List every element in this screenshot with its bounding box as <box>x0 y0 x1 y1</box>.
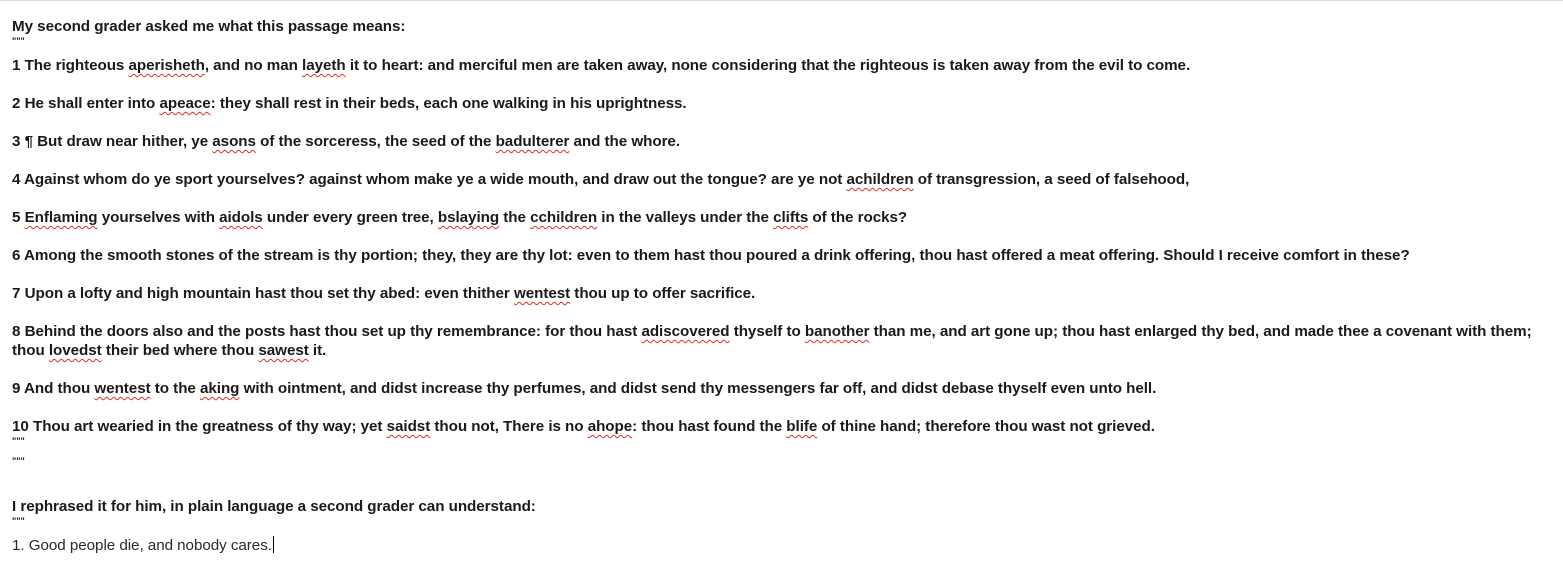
verse-text: 2 He shall enter into <box>12 95 160 112</box>
intro-line: My second grader asked me what this passage means: <box>12 18 406 35</box>
verse-text: their bed where thou <box>101 342 259 359</box>
misspelled-word: wentest <box>94 380 151 397</box>
misspelled-word: blife <box>786 418 818 435</box>
verse-text: yourselves with <box>97 209 220 226</box>
misspelled-word: ahope <box>587 418 633 435</box>
misspelled-word: adiscovered <box>641 323 730 340</box>
verse-text: it to heart: and merciful men are taken away, none considering that the righteous is taken away from the evil to come. <box>345 57 1191 74</box>
misspelled-word: aking <box>199 380 240 397</box>
verse-1 <box>12 56 1557 75</box>
verse-text: of thine hand; therefore thou wast not grieved. <box>817 418 1155 435</box>
misspelled-word: layeth <box>302 57 346 74</box>
misspelled-word: badulterer <box>495 133 570 150</box>
verse-text: , and no man <box>204 57 303 74</box>
text-cursor <box>273 536 274 553</box>
verse-text: thyself to <box>729 323 805 340</box>
verse-text: to the <box>150 380 200 397</box>
misspelled-word: saidst <box>386 418 431 435</box>
verse-text: than me, and art gone up; thou hast enlarged thy bed, and made thee a covenant with them; thou <box>12 323 1532 359</box>
verse-text: 3 ¶ But draw near hither, ye <box>12 133 213 150</box>
verse-3 <box>12 132 1557 151</box>
verse-text: 1 The righteous <box>12 57 129 74</box>
verse-text: thou not, There is no <box>430 418 588 435</box>
verse-text: 7 Upon a lofty and high mountain hast thou set thy abed: even thither <box>12 285 514 302</box>
top-border <box>0 0 1563 1</box>
misspelled-word: cchildren <box>530 209 598 226</box>
verse-text: of the rocks? <box>808 209 908 226</box>
verse-text: in the valleys under the <box>597 209 774 226</box>
verse-10 <box>12 417 1557 436</box>
verse-text: 4 Against whom do ye sport yourselves? against whom make ye a wide mouth, and draw out the tongue? are ye not <box>12 171 847 188</box>
verse-text: the <box>499 209 531 226</box>
verse-8 <box>12 322 1557 360</box>
quote-close-2: """ <box>12 456 25 466</box>
misspelled-word: clifts <box>773 209 809 226</box>
verse-text: : they shall rest in their beds, each one walking in his uprightness. <box>210 95 687 112</box>
misspelled-word: achildren <box>846 171 914 188</box>
quote-open: """ <box>12 36 25 46</box>
verse-text: under every green tree, <box>262 209 438 226</box>
verse-text: of transgression, a seed of falsehood, <box>913 171 1190 188</box>
verse-7 <box>12 284 1557 303</box>
answer-text: 1. Good people die, and nobody cares. <box>12 537 272 554</box>
verse-6 <box>12 246 1557 265</box>
misspelled-word: sawest <box>258 342 309 359</box>
verse-5 <box>12 208 1557 227</box>
quote-close-1: """ <box>12 436 25 446</box>
verse-text: with ointment, and didst increase thy perfumes, and didst send thy messengers far off, and didst debase thyself even unto hell. <box>239 380 1157 397</box>
document-body[interactable] <box>12 17 1557 555</box>
misspelled-word: apeace <box>159 95 211 112</box>
verse-text: thou up to offer sacrifice. <box>570 285 756 302</box>
misspelled-word: asons <box>212 133 256 150</box>
misspelled-word: aidols <box>219 209 263 226</box>
rephrase-intro-line: I rephrased it for him, in plain language a second grader can understand: <box>12 498 536 515</box>
misspelled-word: bslaying <box>437 209 500 226</box>
misspelled-word: wentest <box>513 285 571 302</box>
verse-text: it. <box>308 342 327 359</box>
verse-text: 5 <box>12 209 25 226</box>
verse-text: 8 Behind the doors also and the posts hast thou set up thy remembrance: for thou hast <box>12 323 642 340</box>
verse-text: 9 And thou <box>12 380 95 397</box>
verse-4 <box>12 170 1557 189</box>
verse-9 <box>12 379 1557 398</box>
answer-line[interactable] <box>12 536 1557 555</box>
misspelled-word: Enflaming <box>24 209 98 226</box>
verse-text: : thou hast found the <box>632 418 787 435</box>
misspelled-word: lovedst <box>48 342 102 359</box>
verse-2 <box>12 94 1557 113</box>
quote-open-2: """ <box>12 516 25 526</box>
verse-list <box>12 56 1557 436</box>
misspelled-word: banother <box>804 323 870 340</box>
verse-text: 6 Among the smooth stones of the stream is thy portion; they, they are thy lot: even to them hast thou poured a drink offering, thou hast offered a meat offering. Should I receive comfort in these? <box>12 247 1410 264</box>
verse-text: 10 Thou art wearied in the greatness of thy way; yet <box>12 418 387 435</box>
verse-text: of the sorceress, the seed of the <box>255 133 496 150</box>
verse-text: and the whore. <box>569 133 680 150</box>
misspelled-word: aperisheth <box>128 57 205 74</box>
